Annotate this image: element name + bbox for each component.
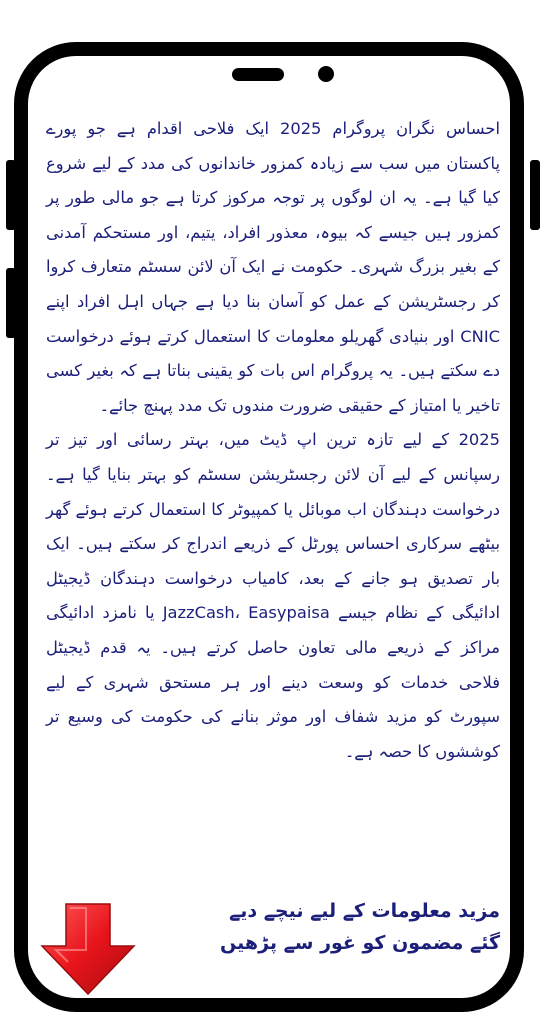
article-body xyxy=(46,112,500,892)
read-more-note xyxy=(150,895,500,959)
front-camera xyxy=(318,66,334,82)
read-more-line-2: گئے مضمون کو غور سے پڑھیں xyxy=(220,932,500,954)
read-more-line-1: مزید معلومات کے لیے نیچے دیے xyxy=(229,900,500,922)
article-paragraph-1: احساس نگران پروگرام 2025 ایک فلاحی اقدام ہے جو پورے پاکستان میں سب سے زیادہ کمزور خاندانوں کی مدد کے لیے شروع کیا گیا ہے۔ یہ ان لوگوں پر توجہ مرکوز کرتا ہے جو مالی طور پر کمزور ہیں جیسے کہ بیوہ، معذور افراد، یتیم، اور مستحکم آمدنی کے بغیر بزرگ شہری۔ حکومت نے ایک آن لائن سسٹم متعارف کروا کر رجسٹریشن کے عمل کو آسان بنا دیا ہے جہاں اہل افراد اپنے CNIC اور بنیادی گھریلو معلومات کا استعمال کرتے ہوئے درخواست دے سکتے ہیں۔ یہ پروگرام اس بات کو یقینی بناتا ہے کہ بغیر کسی تاخیر یا امتیاز کے حقیقی ضرورت مندوں تک مدد پہنچ جائے۔ xyxy=(46,119,500,415)
power-button xyxy=(530,160,540,230)
article-paragraph-2: 2025 کے لیے تازہ ترین اپ ڈیٹ میں، بہتر رسائی اور تیز تر رسپانس کے لیے آن لائن رجسٹریشن سسٹم کو بہتر بنایا گیا ہے۔ درخواست دہندگان اب موبائل یا کمپیوٹر کا استعمال کرتے ہوئے گھر بیٹھے سرکاری احساس پورٹل کے ذریعے اندراج کر سکتے ہیں۔ ایک بار تصدیق ہو جانے کے بعد، کامیاب درخواست دہندگان ڈیجیٹل ادائیگی کے نظام جیسے JazzCash، Easypaisa یا نامزد ادائیگی مراکز کے ذریعے مالی تعاون حاصل کرتے ہیں۔ یہ قدم ڈیجیٹل فلاحی خدمات کو وسعت دینے اور ہر مستحق شہری کے لیے سپورٹ کو مزید شفاف اور موثر بنانے کی حکومت کی وسیع تر کوششوں کا حصہ ہے۔ xyxy=(46,430,501,761)
arrow-down-icon xyxy=(38,900,138,996)
speaker-grille xyxy=(232,68,284,81)
